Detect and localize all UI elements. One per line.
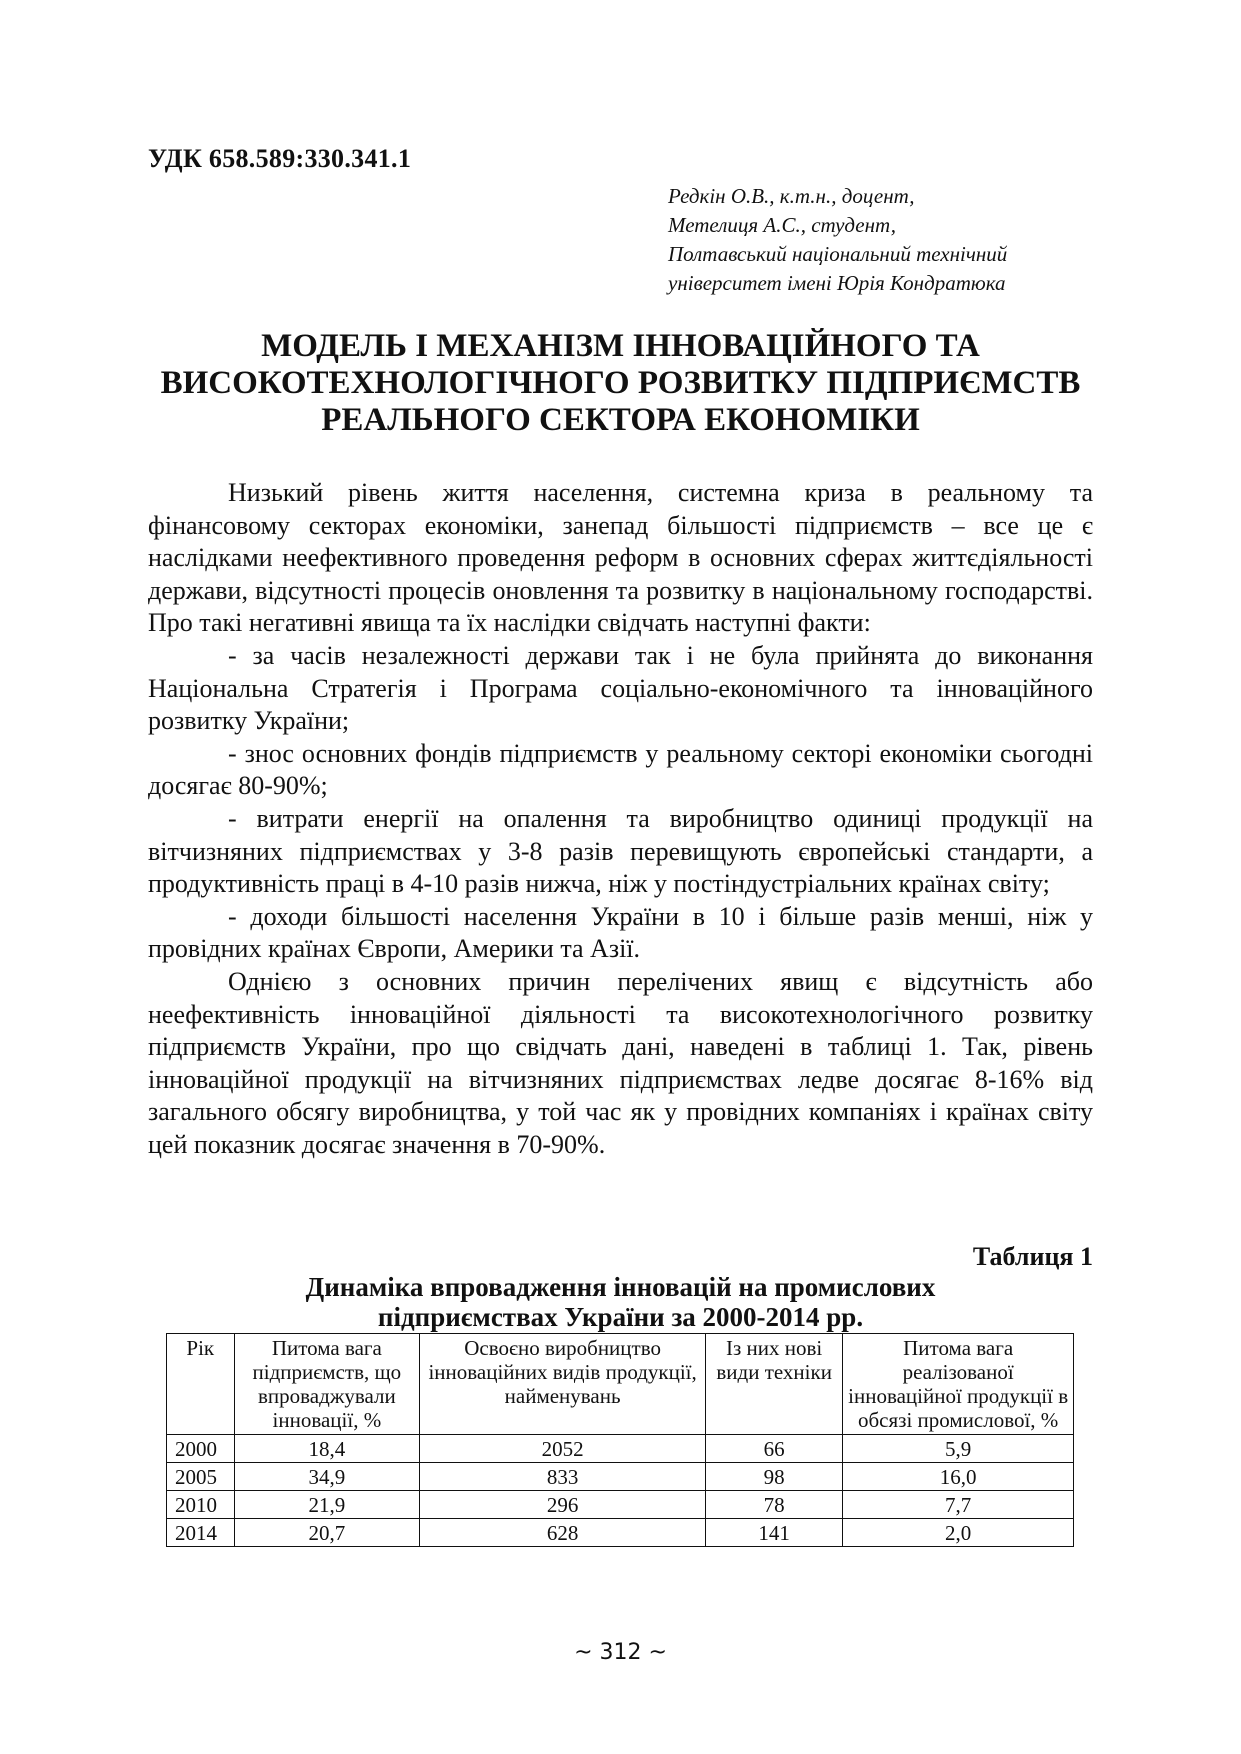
- paragraph: Однією з основних причин перелічених явищ є відсутність або неефективність інноваційної діяльності та високотехнологічного розвитку підприємств України, про що свідчать дані, наведені в таблиці 1. Так, рівень інноваційної продукції на вітчизняних підприємствах ледве досягає 8-16% від загального обсягу виробництва, у той час як у провідних компаніях і країнах світу цей показник досягає значення в 70-90%.: [148, 966, 1093, 1159]
- list-item: - витрати енергії на опалення та виробництво одиниці продукції на вітчизняних підприємствах у 3-8 разів перевищують європейські стандарти, а продуктивність праці в 4-10 разів нижча, ніж у постіндустріальних країнах світу;: [148, 803, 1093, 899]
- table-row: [167, 1491, 1074, 1519]
- table-cell: 78: [706, 1491, 843, 1519]
- table-caption: [148, 1272, 1093, 1332]
- title-line: ВИСОКОТЕХНОЛОГІЧНОГО РОЗВИТКУ ПІДПРИЄМСТВ: [160, 365, 1081, 401]
- affiliation-line: університет імені Юрія Кондратюка: [668, 271, 1006, 295]
- caption-line: Динаміка впровадження інновацій на промислових: [305, 1272, 936, 1302]
- table-cell: 5,9: [843, 1435, 1074, 1463]
- table-cell: 7,7: [843, 1491, 1074, 1519]
- table-cell: 2,0: [843, 1519, 1074, 1547]
- paragraph: Низький рівень життя населення, системна криза в реальному та фінансовому секторах економіки, занепад більшості підприємств – все це є наслідками неефективного проведення реформ в основних сферах життєдіяльності держави, відсутності процесів оновлення та розвитку в національному господарстві. Про такі негативні явища та їх наслідки свідчать наступні факти:: [148, 478, 1093, 638]
- list-item: - за часів незалежності держави так і не була прийнята до виконання Національна Стратегія і Програма соціально-економічного та інноваційного розвитку України;: [148, 640, 1093, 736]
- table-cell: 296: [420, 1491, 706, 1519]
- table-cell: 16,0: [843, 1463, 1074, 1491]
- table-cell: 628: [420, 1519, 706, 1547]
- cell-year: 2000: [167, 1435, 235, 1463]
- table-cell: 141: [706, 1519, 843, 1547]
- cell-year: 2010: [167, 1491, 235, 1519]
- table-cell: 21,9: [234, 1491, 420, 1519]
- body-text: [148, 477, 1093, 1161]
- table-cell: 2052: [420, 1435, 706, 1463]
- header-products-mastered: Освоєно виробництво інноваційних видів продукції, найменувань: [420, 1334, 706, 1435]
- innovation-table: [166, 1333, 1074, 1547]
- title-line: РЕАЛЬНОГО СЕКТОРА ЕКОНОМІКИ: [321, 402, 920, 438]
- caption-line: підприємствах України за 2000-2014 рр.: [377, 1302, 864, 1332]
- table-cell: 98: [706, 1463, 843, 1491]
- author-block: [668, 182, 1007, 298]
- cell-year: 2014: [167, 1519, 235, 1547]
- table-cell: 20,7: [234, 1519, 420, 1547]
- table-row: [167, 1519, 1074, 1547]
- affiliation-line: Полтавський національний технічний: [668, 242, 1008, 266]
- header-share-enterprises: Питома вага підприємств, що впроваджували інновації, %: [234, 1334, 420, 1435]
- udc-code: УДК 658.589:330.341.1: [148, 144, 412, 173]
- table-cell: 18,4: [234, 1435, 420, 1463]
- paper-title: [148, 328, 1093, 439]
- table-label: Таблиця 1: [972, 1242, 1093, 1271]
- author-line: Метелиця А.С., студент,: [668, 213, 896, 237]
- table-header-row: [167, 1334, 1074, 1435]
- table-cell: 66: [706, 1435, 843, 1463]
- list-item: - доходи більшості населення України в 10 і більше разів менші, ніж у провідних країнах Європи, Америки та Азії.: [148, 901, 1093, 964]
- table-cell: 34,9: [234, 1463, 420, 1491]
- cell-year: 2005: [167, 1463, 235, 1491]
- header-share-products: Питома вага реалізованої інноваційної продукції в обсязі промислової, %: [843, 1334, 1074, 1435]
- page-number: ~ 312 ~: [574, 1640, 667, 1665]
- list-item: - знос основних фондів підприємств у реальному секторі економіки сьогодні досягає 80-90%;: [148, 738, 1093, 801]
- table-row: [167, 1435, 1074, 1463]
- author-line: Редкін О.В., к.т.н., доцент,: [668, 184, 915, 208]
- table-row: [167, 1463, 1074, 1491]
- title-line: МОДЕЛЬ І МЕХАНІЗМ ІННОВАЦІЙНОГО ТА: [261, 328, 980, 364]
- header-year: Рік: [167, 1334, 235, 1435]
- header-new-equipment: Із них нові види техніки: [706, 1334, 843, 1435]
- table-cell: 833: [420, 1463, 706, 1491]
